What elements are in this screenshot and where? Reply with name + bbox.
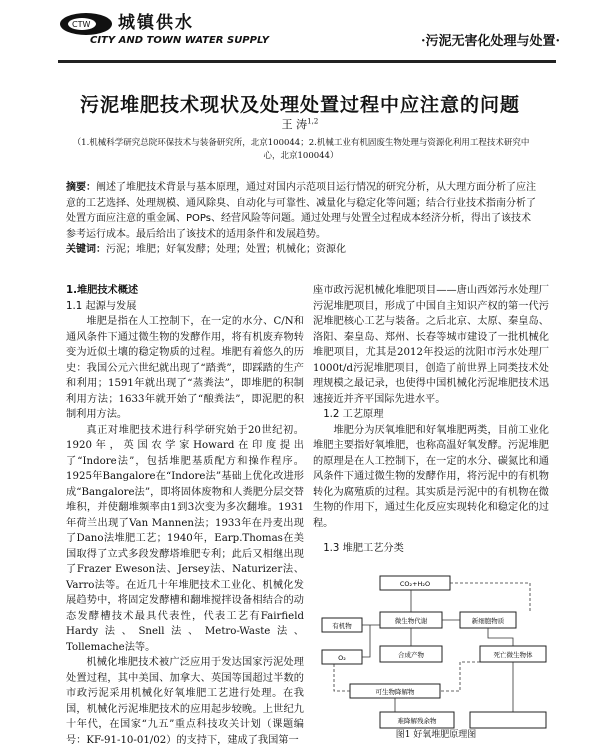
abstract — [66, 180, 538, 242]
figure-caption: 图1 好氧堆肥原理图 — [395, 730, 477, 740]
header-divider — [58, 60, 556, 63]
diagram-arrow — [362, 625, 370, 657]
right-column — [313, 283, 549, 557]
author-affiliation: （1.机械科学研究总院环保技术与装备研究所，北京100044；2.机械工业有机固废生物处理与资源化利用工程技术研究中心，北京100044） — [72, 138, 530, 161]
keywords — [66, 242, 538, 258]
diagram-arrow — [488, 628, 513, 646]
paragraph: 堆肥是指在人工控制下，在一定的水分、C/N和通风条件下通过微生物的发酵作用，将有机废弃物转变为近似土壤的稳定物质的过程。堆肥有着悠久的历史：我国公元六世纪就出现了“踏粪”，即踩踏的生产和利用；1591年就出现了“蒸粪法”，即堆肥的积制利用方法；1633年就开始了“酿粪法”，即泥肥的积制利用方法。 — [66, 316, 304, 420]
paragraph: 堆肥分为厌氧堆肥和好氧堆肥两类，目前工业化堆肥主要指好氧堆肥，也称高温好氧发酵。污泥堆肥的原理是在人工控制下，在一定的水分、碳氮比和通风条件下通过微生物的发酵作用，将污泥中的有机物转化为腐殖质的过程。其实质是污泥中的有机物在微生物的作用下，通过生化反应实现转化和稳定化的过程。 — [313, 424, 549, 529]
abstract-label: 摘要： — [66, 182, 96, 193]
keywords-label: 关键词： — [66, 244, 106, 255]
article-title: 污泥堆肥技术现状及处理处置过程中应注意的问题 — [79, 94, 520, 116]
svg-text:CTW: CTW — [72, 20, 91, 29]
journal-name-en: CITY AND TOWN WATER SUPPLY — [90, 35, 270, 46]
left-column — [66, 283, 304, 748]
diagram-dashed-flow — [450, 583, 530, 612]
abstract-block — [66, 180, 538, 258]
abstract-text: 阐述了堆肥技术背景与基本原理，通过对国内示范项目运行情况的研究分析，从大理方面分析了应注意的工艺选择、处理规模、通风除臭、自动化与可靠性、减量化与稳定化等问题；结合行业技术指南分析了处置方面应注意的重金属、POPs、经营风险等问题。通过处理与处置全过程成本经济分析，得出了该技术参考运行成本。最后给出了该技术的适用条件和发展趋势。 — [66, 182, 536, 240]
paragraph: 真正对堆肥技术进行科学研究始于20世纪初。1920年，英国农学家Howard在印度提出了“Indore法”，包括堆肥基质配方和操作程序。1925年Bangalore在“Indore法”基础上优化改进形成“Bangalore法”，即将固体废物和人粪肥分层交替堆积，并使翻堆频率由1到3次变为多次翻堆。1931年荷兰出现了Van Mannen法；1933年在丹麦出现了Dano法堆肥工艺；1940年，Earp.Thomas在美国取得了立式多段发酵塔堆肥专利；此后又相继出现了Frazer Eweson法、Jersey法、Naturizer法、Varro法等。在近几十年堆肥技术工业化、机械化发展趋势中，将固定发酵槽和翻堆搅拌设备相结合的动态发酵槽技术最具代表性，代表工艺有Fairfield Hardy法、Snell法、Metro-Waste法、Tollemache法等。 — [66, 424, 304, 653]
diagram-dashed-flow — [334, 664, 350, 691]
diagram-label-residue: 难降解残余物 — [397, 717, 437, 725]
section-heading: ·污泥无害化处理与处置· — [420, 34, 560, 49]
diagram-label-biodegradable: 可生物降解物 — [375, 688, 415, 696]
diagram-label-organic: 有机物 — [332, 622, 352, 630]
keywords-text: 污泥；堆肥；好氧发酵；处理；处置；机械化；资源化 — [106, 244, 346, 255]
diagram-dashed-flow — [440, 662, 480, 691]
paragraph: 机械化堆肥技术被广泛应用于发达国家污泥处理处置过程，其中美国、加拿大、英国等国超过半数的市政污泥采用机械化好氧堆肥工艺进行处理。在我国，机械化污泥堆肥技术的应用起步较晚。上世纪九十年代，在国家“九五”重点科技攻关计划（课题编号：KF-91-10-01/02）的支持下，建成了我国第一 — [66, 657, 304, 746]
section-heading-1-1: 1.1 起源与发展 — [66, 300, 137, 312]
journal-logo-icon — [58, 8, 114, 36]
composting-principle-diagram — [320, 564, 552, 740]
section-heading-1-3: 1.3 堆肥工艺分类 — [323, 543, 404, 554]
journal-logo — [58, 8, 270, 52]
journal-name-cn: 城镇供水 — [118, 13, 194, 33]
diagram-box-residue-2 — [470, 712, 546, 728]
diagram-label-o2: O₂ — [338, 654, 346, 662]
section-heading-1: 1.堆肥技术概述 — [66, 285, 139, 296]
paragraph: 座市政污泥机械化堆肥项目——唐山西郊污水处理厂污泥堆肥项目，形成了中国自主知识产权的第一代污泥堆肥核心工艺与装备。之后北京、太原、秦皇岛、洛阳、秦皇岛、郑州、长春等城市建设了一批机械化堆肥项目，尤其是2012年投运的沈阳市污水处理厂1000t/d污泥堆肥项目，创造了前世界上同类技术处理规模之最记录，也使得中国机械化污泥堆肥技术迅速接近并齐平国际先进水平。 — [313, 285, 549, 405]
diagram-label-co2: CO₂+H₂O — [399, 580, 431, 588]
diagram-label-dead-microbes: 死亡微生物体 — [493, 651, 533, 659]
author-superscript: 1,2 — [307, 117, 319, 126]
article-author — [0, 116, 600, 132]
diagram-label-metabolism: 微生物代谢 — [394, 617, 428, 625]
author-name: 王 涛 — [281, 118, 308, 131]
section-heading-1-2: 1.2 工艺原理 — [323, 409, 384, 420]
diagram-label-synthesis: 合成产物 — [398, 651, 424, 659]
diagram-label-new-cells: 新细胞物质 — [471, 617, 505, 625]
